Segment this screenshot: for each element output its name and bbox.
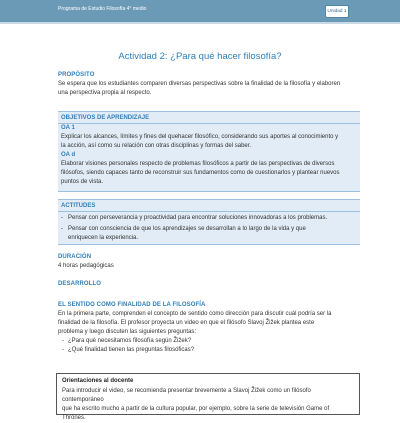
actitud-item <box>61 214 348 223</box>
objetivos-box <box>58 111 360 192</box>
sentido-line: problema y luego discuten las siguientes preguntas: <box>58 329 197 335</box>
actitudes-heading: ACTITUDES <box>61 203 96 209</box>
oad-label: OA d <box>61 152 76 158</box>
bullet-dash-icon: - <box>61 226 63 232</box>
bullet-dash-icon: - <box>62 338 64 344</box>
divider <box>58 123 360 124</box>
orientaciones-text <box>62 387 354 423</box>
divider <box>58 211 360 212</box>
bullet-dash-icon: - <box>62 347 64 353</box>
question-item <box>62 337 192 346</box>
desarrollo-heading: DESARROLLO <box>58 281 101 287</box>
question-text: ¿Para qué necesitamos filosofía según Žižek? <box>68 338 192 344</box>
objetivos-heading: OBJETIVOS DE APRENDIZAJE <box>61 115 150 121</box>
actitudes-box <box>58 199 360 245</box>
actitud-line: Pensar con perseverancia y proactividad para encontrar soluciones innovadoras a los problemas. <box>68 215 328 221</box>
orientaciones-heading: Orientaciones al docente <box>62 378 134 384</box>
activity-title: Actividad 2: ¿Para qué hacer filosofía? <box>118 51 282 62</box>
duracion-value: 4 horas pedagógicas <box>58 263 114 269</box>
header-bar <box>0 0 400 24</box>
oad-line: puntos de vista. <box>61 179 104 185</box>
actitud-item <box>61 225 348 243</box>
proposito-heading: PROPÓSITO <box>58 72 95 78</box>
oad-text <box>61 160 353 187</box>
oad-line: filósofos, siendo capaces tanto de reconstruir sus fundamentos como de cuestionarlos y plantear nuevos <box>61 170 340 176</box>
oa1-line: la acción, así como su relación con otras disciplinas y formas del saber. <box>61 143 252 149</box>
proposito-line: Se espera que los estudiantes comparen diversas perspectivas sobre la finalidad de la filosofía y elaboren <box>58 81 341 87</box>
actitud-line: Pensar con consciencia de que los aprendizajes se desarrollan a lo largo de la vida y que <box>68 226 306 232</box>
sentido-heading: EL SENTIDO COMO FINALIDAD DE LA FILOSOFÍA <box>58 302 206 308</box>
program-title: Programa de Estudio Filosofía 4° medio <box>58 6 147 12</box>
oa1-label: OA 1 <box>61 125 75 131</box>
oa1-line: Explicar los alcances, límites y fines del quehacer filosófico, considerando sus aportes al conocimiento y <box>61 134 339 140</box>
question-item <box>62 346 195 355</box>
actitud-line: enriquecen la experiencia. <box>68 235 139 241</box>
sentido-line: finalidad de la filosofía. El profesor proyecta un video en que el filósofo Slavoj Žižek plantea este <box>58 320 315 326</box>
orientaciones-box <box>56 373 360 421</box>
oa1-text <box>61 133 353 151</box>
oad-line: Elaborar visiones personales respecto de problemas filosóficos a partir de las perspectivas de diversos <box>61 161 335 167</box>
proposito-line: una perspectiva propia al respecto. <box>58 90 152 96</box>
sentido-text <box>58 310 360 337</box>
unit-badge: Unidad 1 <box>325 5 349 18</box>
sentido-line: En la primera parte, comprenden el concepto de sentido como dirección para discutir cuál podría ser la <box>58 311 332 317</box>
orientaciones-line: Para introducir el video, se recomienda presentar brevemente a Slavoj Žižek como un filósofo contemporáneo <box>62 388 311 403</box>
proposito-text <box>58 80 358 98</box>
bullet-dash-icon: - <box>61 215 63 221</box>
question-text: ¿Qué finalidad tienen las preguntas filosóficas? <box>68 347 195 353</box>
orientaciones-line: que ha escrito mucho a partir de la cultura popular, por ejemplo, sobre la serie de televisión Game of Thrones. <box>62 406 330 421</box>
duracion-heading: DURACIÓN <box>58 254 92 260</box>
